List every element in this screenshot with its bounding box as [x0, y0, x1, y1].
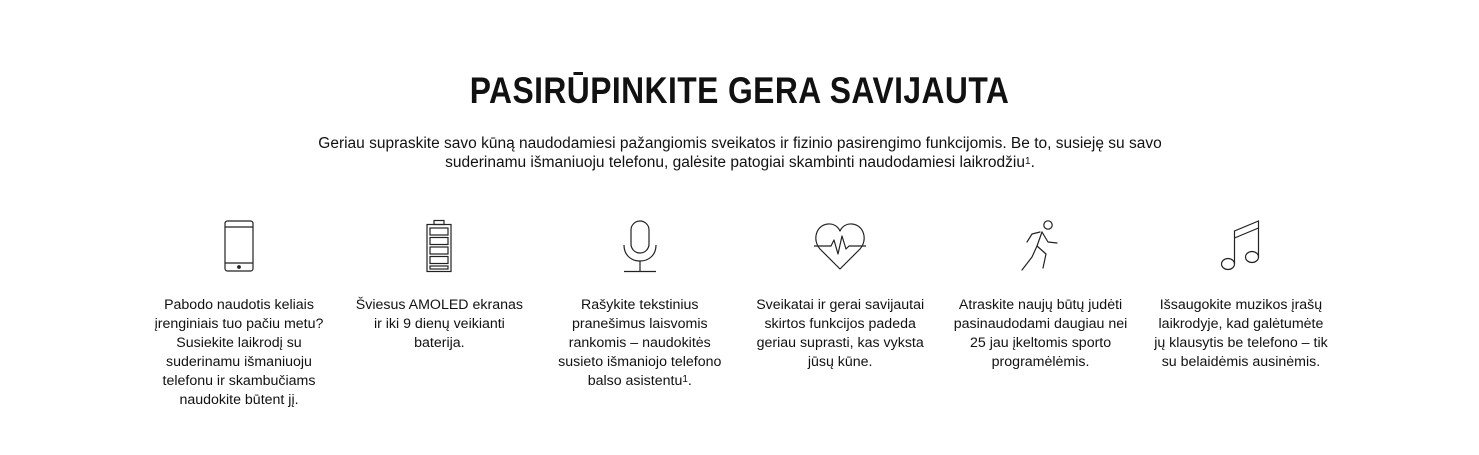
section-intro — [290, 134, 1190, 172]
feature-item-sports — [942, 218, 1140, 410]
feature-list — [140, 218, 1340, 410]
section-title: PASIRŪPINKITE GERA SAVIJAUTA — [469, 70, 1010, 111]
intro-text: Geriau supraskite savo kūną naudodamiesi pažangiomis sveikatos ir fizinio pasirengimo funkcijomis. Be to, susieję su savo suderinamu išmaniuoju telefonu, galėsite patogiai skambinti naudodamiesi laikrodžiu — [318, 135, 1162, 171]
intro-end: . — [1030, 154, 1035, 171]
feature-text: Atraskite naujų būtų judėti pasinaudodami daugiau nei 25 jau įkeltomis sporto programėlėmis. — [953, 297, 1128, 370]
feature-item-calls — [140, 218, 338, 410]
feature-text: Pabodo naudotis keliais įrenginiais tuo pačiu metu? Susiekite laikrodį su suderinamu išmaniuoju telefonu ir skambučiams naudokite būtent jį. — [154, 297, 324, 408]
music-note-icon — [1211, 218, 1271, 274]
battery-icon — [409, 218, 469, 274]
heart-rate-icon — [810, 218, 870, 274]
feature-text-end: . — [687, 373, 692, 389]
running-person-icon — [1011, 218, 1071, 274]
feature-text-music — [1152, 296, 1330, 372]
feature-text: Šviesus AMOLED ekranas ir iki 9 dienų veikianti baterija. — [355, 297, 523, 351]
feature-text-health — [751, 296, 929, 372]
feature-footnote[interactable]: 1 — [682, 374, 688, 385]
feature-text-calls — [150, 296, 328, 410]
feature-text: Rašykite tekstinius pranešimus laisvomis rankomis – naudokitės susieto išmaniojo telefono balso asistentu — [558, 297, 722, 389]
feature-item-music — [1142, 218, 1340, 410]
microphone-icon — [610, 218, 670, 274]
feature-text: Sveikatai ir gerai savijautai skirtos funkcijos padeda geriau suprasti, kas vyksta jūsų kūne. — [756, 297, 925, 370]
feature-text-voice — [551, 296, 729, 391]
feature-text-sports — [952, 296, 1130, 372]
feature-text: Išsaugokite muzikos įrašų laikrodyje, kad galėtumėte jų klausytis be telefono – tik su belaidėmis ausinėmis. — [1154, 297, 1328, 370]
feature-text-battery — [350, 296, 528, 353]
smartphone-icon — [209, 218, 269, 274]
feature-item-battery — [340, 218, 538, 410]
feature-item-voice — [541, 218, 739, 410]
feature-item-health — [741, 218, 939, 410]
intro-footnote[interactable]: 1 — [1025, 156, 1031, 167]
